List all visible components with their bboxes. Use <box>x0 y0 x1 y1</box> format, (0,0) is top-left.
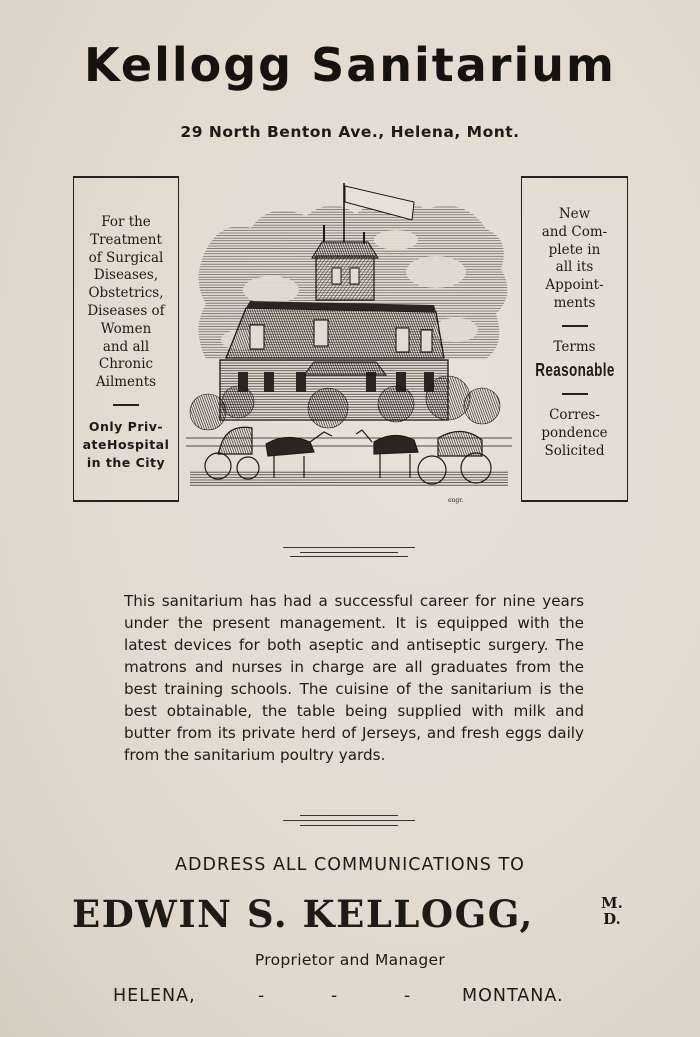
correspondence-line: pondence <box>541 425 608 442</box>
ornamental-rule <box>300 825 398 826</box>
services-box <box>73 176 179 502</box>
divider <box>562 393 588 395</box>
services-line: Diseases, <box>93 267 159 284</box>
features-line: Appoint- <box>545 277 604 294</box>
separator-dash: - <box>258 986 265 1006</box>
services-line: of Surgical <box>88 249 164 266</box>
ornamental-rule <box>283 547 415 548</box>
correspondence-line: Corres- <box>549 407 600 424</box>
degree-bottom: D. <box>603 910 621 928</box>
svg-text:engr.: engr. <box>448 497 464 504</box>
terms-value: Reasonable <box>535 359 615 380</box>
services-line: Women <box>100 320 152 337</box>
divider <box>562 325 588 327</box>
services-line: and all <box>102 338 150 355</box>
tower <box>316 256 374 300</box>
state-name: MONTANA. <box>462 986 564 1006</box>
services-line: Treatment <box>90 231 162 248</box>
ornamental-rule <box>290 556 408 557</box>
features-line: all its <box>555 259 594 276</box>
features-line: plete in <box>548 241 601 258</box>
private-hospital-line: in the City <box>86 454 166 470</box>
proprietor-name: EDWIN S. KELLOGG, <box>72 892 534 936</box>
degree-top: M. <box>601 894 623 912</box>
medical-degree <box>601 895 623 927</box>
private-hospital-line: Only Priv- <box>88 418 164 434</box>
terms-label: Terms <box>553 338 596 355</box>
correspondence-line: Solicited <box>544 442 605 459</box>
services-line: For the <box>101 214 151 230</box>
private-hospital-line: ateHospital <box>82 436 170 452</box>
divider <box>113 404 139 406</box>
features-line: New <box>558 206 591 222</box>
ornamental-rule <box>300 815 398 816</box>
page-title: Kellogg Sanitarium <box>84 38 616 92</box>
separator-dash: - <box>404 986 411 1006</box>
features-box <box>521 176 628 502</box>
proprietor-role: Proprietor and Manager <box>254 951 446 969</box>
services-line: Obstetrics, <box>88 285 164 302</box>
description-paragraph: This sanitarium has had a successful career for nine years under the present management. It is equipped with the latest devices for both aseptic and antiseptic surgery. The matrons and nurses in charge are all graduates from the best training schools. The cuisine of the sanitarium is the best obtainable, the table being supplied with milk and butter from its private herd of Jerseys, and fresh eggs daily from the sanitarium poultry yards. <box>124 592 584 764</box>
services-line: Ailments <box>95 374 157 391</box>
services-line: Diseases of <box>87 302 165 319</box>
features-line: and Com- <box>541 223 608 240</box>
city-name: HELENA, <box>113 986 196 1006</box>
communications-heading: ADDRESS ALL COMMUNICATIONS TO <box>175 855 525 875</box>
street-address: 29 North Benton Ave., Helena, Mont. <box>180 123 520 141</box>
services-line: Chronic <box>98 356 154 373</box>
features-line: ments <box>553 294 596 311</box>
ornamental-rule <box>300 552 398 553</box>
building-engraving-icon <box>186 180 512 510</box>
separator-dash: - <box>331 986 338 1006</box>
ornamental-rule <box>283 820 415 821</box>
